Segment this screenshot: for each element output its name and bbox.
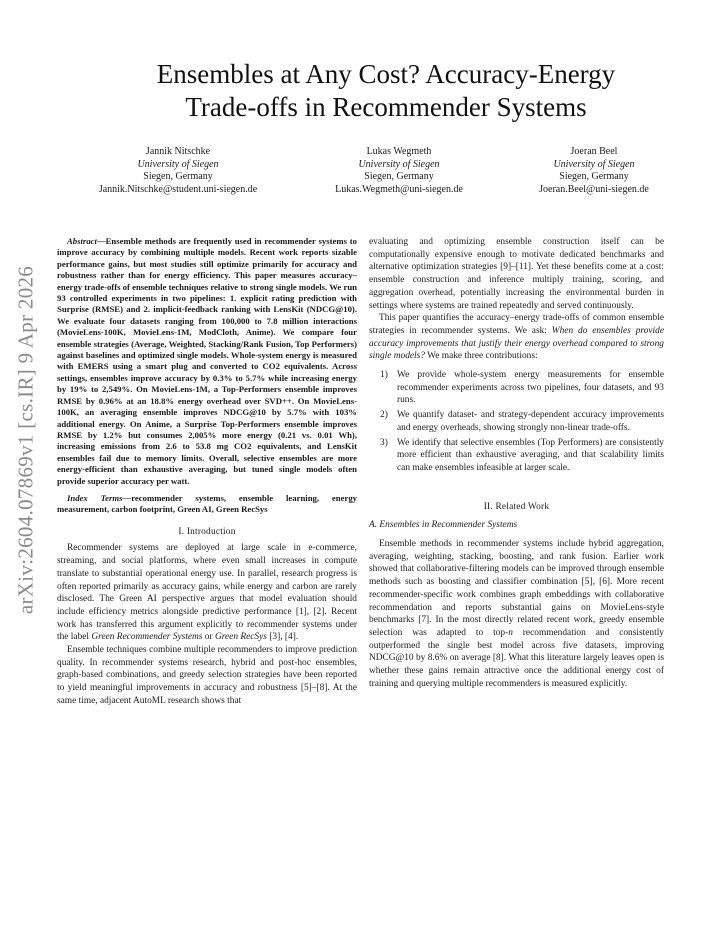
author-2: [299, 146, 499, 196]
section-heading-related-work: II. Related Work: [483, 501, 550, 512]
author-email: Jannik.Nitschke@student.uni-siegen.de: [98, 183, 258, 195]
intro-p1-emphasis-2: Green RecSys: [214, 632, 267, 643]
abstract: [57, 236, 357, 487]
related-p1-text-cont: recommendation and consistently outperformed the single best model across five datasets, improving NDCG@10 by 8.6% on average [8]. What this literature largely leaves open is whether these gains remain attractive once the additional energy cost of training and querying multiple recommenders is measured explicitly.: [369, 627, 664, 689]
arxiv-identifier: arXiv:2604.07869v1 [cs.IR] 9 Apr 2026: [13, 265, 38, 615]
arxiv-sidebar-stamp: [6, 200, 46, 680]
related-p1-text: Ensemble methods in recommender systems include hybrid aggregation, averaging, weighting, stacking, boosting, and rank fusion. Earlier work showed that collaborative-filtering models can be improved through ensemble methods such as boosting and classifier combination [5], [6]. More recent recommender-specific work combines graph embeddings with collaborative recommendation and reports substantial gains on MovieLens-style benchmarks [7]. In the most directly related recent work, greedy ensemble selection was adapted to top-: [369, 539, 664, 638]
left-column: [57, 236, 357, 708]
author-affiliation: University of Siegen: [358, 158, 440, 170]
index-terms-lead: Index Terms: [67, 492, 123, 503]
related-p1-n: n: [508, 627, 513, 638]
list-item-text: We provide whole-system energy measurements for ensemble recommender experiments across two pipelines, four datasets, and 93 runs.: [397, 370, 664, 406]
section-heading-introduction: I. Introduction: [178, 526, 236, 537]
author-location: Siegen, Germany: [364, 171, 434, 183]
author-affiliation: University of Siegen: [553, 158, 635, 170]
title-line-1: Ensembles at Any Cost? Accuracy-Energy: [156, 59, 616, 89]
intro-p1-text: Recommender systems are deployed at large scale in e-commerce, streaming, and social platforms, where even small increases in compute translate to substantial operational energy use. In parallel, research progress is often reported primarily as accuracy gains, while energy and carbon are rarely disclosed. The Green AI perspective argues that model evaluation should include efficiency metrics alongside predictive performance [1], [2]. Recent work has transferred this argument explicitly to recommender systems under the label: [57, 543, 357, 643]
index-terms-text: —recommender systems, ensemble learning, energy measurement, carbon footprint, Green AI, Green RecSys: [57, 492, 358, 515]
contribution-list: [369, 369, 664, 475]
author-name: Lukas Wegmeth: [366, 146, 432, 157]
list-item-text: We quantify dataset- and strategy-dependent accuracy improvements and energy overheads, showing strongly non-linear trade-offs.: [397, 410, 664, 433]
intro-paragraph-1: [57, 542, 357, 644]
research-question: When do ensembles provide accuracy improvements that justify their energy overhead compared to strong single models?: [369, 325, 664, 362]
intro-p1-emphasis-1: Green Recommender Systems: [91, 632, 203, 643]
right-column: [369, 236, 664, 691]
index-terms: [57, 493, 357, 516]
paper-title: [60, 58, 712, 124]
intro-paragraph-3: evaluating and optimizing ensemble construction itself can be computationally expensive enough to motivate dedicated benchmarks and alternative optimization strategies [9]–[11]. Yet these benefits come at a cost: ensemble construction and inference multiply training, scoring, and aggregation overhead, potentially increasing the environmental burden in settings where systems are trained repeatedly and served continuously.: [369, 237, 664, 311]
author-location: Siegen, Germany: [143, 171, 213, 183]
intro-paragraph-2: Ensemble techniques combine multiple recommenders to improve prediction quality. In recommender systems research, hybrid and post-hoc ensembles, graph-based combinations, and greedy selection strategies have been reported to yield meaningful improvements in accuracy and robustness [5]–[8]. At the same time, adjacent AutoML research shows that: [57, 645, 357, 706]
abstract-lead: Abstract: [67, 236, 97, 246]
subsection-heading-ensembles: A. Ensembles in Recommender Systems: [369, 520, 518, 531]
list-item-text: We identify that selective ensembles (Top Performers) are consistently more efficient than exhaustive averaging, and that scalability limits can make ensembles infeasible at larger scale.: [397, 437, 664, 473]
author-name: Jannik Nitschke: [145, 146, 211, 157]
title-line-2: Trade-offs in Recommender Systems: [185, 92, 587, 122]
list-item-number: 1): [380, 370, 388, 381]
author-email: Lukas.Wegmeth@uni-siegen.de: [335, 183, 463, 195]
intro-p4-end: We make three contributions:: [425, 351, 538, 362]
abstract-text: —Ensemble methods are frequently used in recommender systems to improve accuracy by combining multiple models. Recent work reports sizable performance gains, but most studies still optimize primarily for accuracy and robustness rather than for energy efficiency. This paper measures accuracy–energy trade-offs of ensemble techniques relative to strong single models. We run 93 controlled experiments in two pipelines: 1. explicit rating prediction with Surprise (RMSE) and 2. implicit-feedback ranking with LensKit (NDCG@10). We evaluate four datasets ranging from 100,000 to 7.8 million interactions (MovieLens-100K, MovieLens-1M, ModCloth, Anime). We compare four ensemble strategies (Average, Weighted, Stacking/Rank Fusion, Top Performers) against baselines and optimized single models. Whole-system energy is measured with EMERS using a smart plug and converted to CO2 equivalents. Across settings, ensembles improve accuracy by 0.3% to 5.7% while increasing energy by 19% to 2,549%. On MovieLens-1M, a Top-Performers ensemble improves RMSE by 0.96% at an 18.8% energy overhead over SVD++. On MovieLens-100K, an averaging ensemble improves NDCG@10 by 5.7% with 103% additional energy. On Anime, a Surprise Top-Performers ensemble improves RMSE by 1.2% but consumes 2,005% more energy (0.21 vs. 0.01 Wh), increasing emissions from 2.6 to 53.8 mg CO2 equivalents, and LensKit ensembles fail due to memory limits. Overall, selective ensembles are more energy-efficient than exhaustive averaging, but tuned single models often provide superior accuracy per watt.: [57, 236, 357, 486]
list-item: [380, 437, 664, 475]
list-item: [380, 369, 664, 407]
author-name: Joeran Beel: [570, 146, 618, 157]
list-item: [380, 409, 664, 434]
intro-p1-end: [3], [4].: [266, 632, 299, 643]
author-location: Siegen, Germany: [559, 171, 629, 183]
related-paragraph-1: [369, 538, 664, 690]
list-item-number: 2): [380, 410, 388, 421]
list-item-number: 3): [380, 437, 388, 448]
intro-p4-text: This paper quantifies the accuracy–energy trade-offs of common ensemble strategies in recommender systems. We ask:: [369, 313, 664, 336]
author-email: Joeran.Beel@uni-siegen.de: [539, 183, 649, 195]
intro-paragraph-4: [369, 312, 664, 363]
intro-p1-or: or: [202, 632, 215, 643]
author-3: [494, 146, 694, 196]
author-affiliation: University of Siegen: [137, 158, 219, 170]
author-1: [78, 146, 278, 196]
